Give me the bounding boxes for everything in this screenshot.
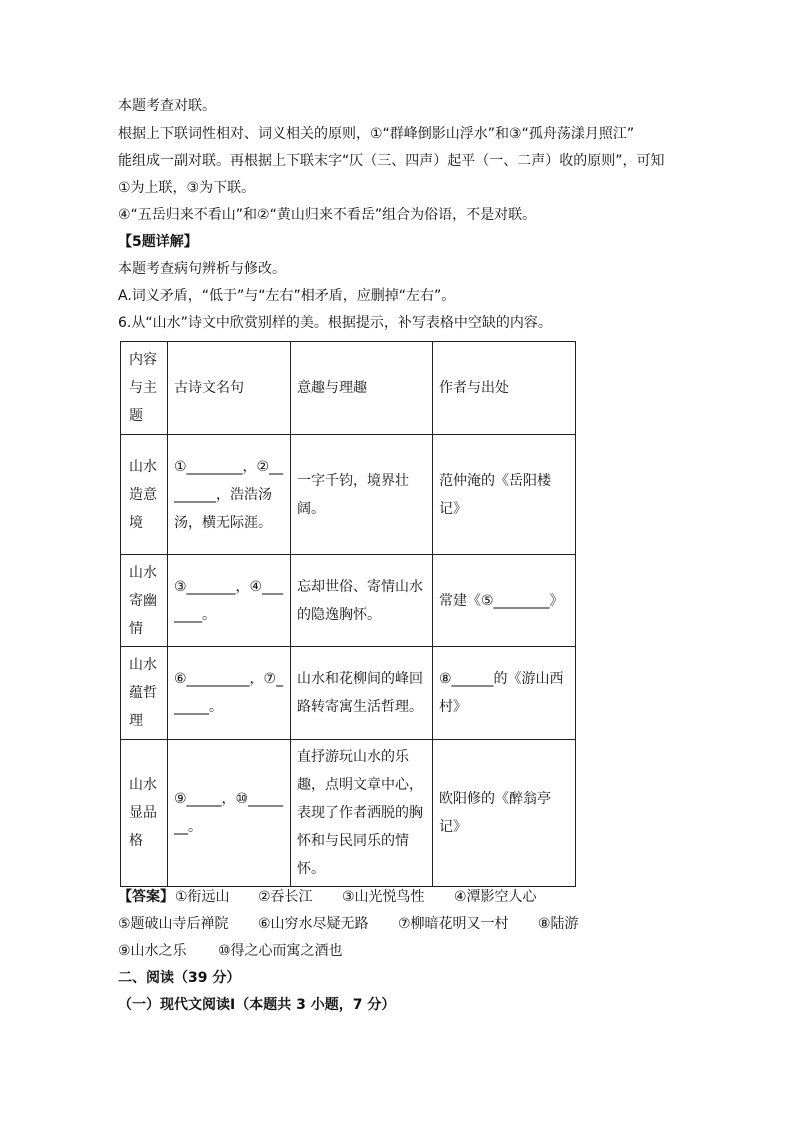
intro-line-2: 根据上下联词性相对、词义相关的原则，①“群峰倒影山浮水”和③“孤舟荡漾月照江”	[118, 126, 635, 142]
table-cell: 山水显品格	[121, 740, 168, 887]
table-cell: 欧阳修的《醉翁亭记》	[433, 740, 576, 887]
table-cell: 山水寄幽情	[121, 555, 168, 647]
header-cell: 内容与主题	[121, 342, 168, 435]
answer-item: ⑩得之心而寓之酒也	[218, 943, 343, 959]
table-cell: ③_______，④_______。	[168, 555, 291, 647]
q6-title: 6.从“山水”诗文中欣赏别样的美。根据提示，补写表格中空缺的内容。	[118, 315, 552, 331]
table-header-row	[121, 342, 576, 435]
table-row	[121, 647, 576, 740]
table-cell: 常建《⑤________》	[433, 555, 576, 647]
section-subtitle: （一）现代文阅读Ⅰ（本题共 3 小题，7 分）	[118, 997, 396, 1013]
section-title: 二、阅读（39 分）	[118, 970, 241, 986]
intro-line-5: ④“五岳归来不看山”和②“黄山归来不看岳”组合为俗语，不是对联。	[118, 207, 537, 223]
table-cell: 范仲淹的《岳阳楼记》	[433, 435, 576, 555]
answer-item: ③山光悦鸟性	[342, 889, 425, 905]
answer-item: ⑦柳暗花明又一村	[398, 916, 509, 932]
header-cell: 作者与出处	[433, 342, 576, 435]
table-cell: ⑥_________，⑦______。	[168, 647, 291, 740]
poem-table	[120, 341, 576, 887]
table-row	[121, 740, 576, 887]
intro-line-1: 本题考查对联。	[118, 98, 216, 114]
q5-line-2: A.词义矛盾，“低于”与“左右”相矛盾，应删掉“左右”。	[118, 288, 456, 304]
table-cell: ⑧______的《游山西村》	[433, 647, 576, 740]
table-cell: 山水和花柳间的峰回路转寄寓生活哲理。	[291, 647, 433, 740]
table-cell: 一字千钧，境界壮阔。	[291, 435, 433, 555]
intro-line-3: 能组成一副对联。再根据上下联末字“仄（三、四声）起平（一、二声）收的原则”，可知	[118, 153, 665, 169]
answer-item: ⑥山穷水尽疑无路	[258, 916, 369, 932]
table-cell: 忘却世俗、寄情山水的隐逸胸怀。	[291, 555, 433, 647]
q5-line-1: 本题考查病句辨析与修改。	[118, 261, 286, 277]
intro-line-4: ①为上联，③为下联。	[118, 180, 256, 196]
table-cell: ⑨_____，⑩_______。	[168, 740, 291, 887]
answer-item: ②吞长江	[258, 889, 313, 905]
header-cell: 古诗文名句	[168, 342, 291, 435]
table-cell: 直抒游玩山水的乐趣，点明文章中心，表现了作者洒脱的胸怀和与民同乐的情怀。	[291, 740, 433, 887]
answer-item: ⑧陆游	[538, 916, 579, 932]
answer-label: 【答案】	[118, 889, 174, 905]
table-cell: 山水造意境	[121, 435, 168, 555]
table-row	[121, 435, 576, 555]
answer-item: ⑨山水之乐	[118, 943, 187, 959]
answer-item: ④潭影空人心	[454, 889, 537, 905]
table-cell: 山水蕴哲理	[121, 647, 168, 740]
table-row	[121, 555, 576, 647]
answer-item: ⑤题破山寺后禅院	[118, 916, 229, 932]
table-cell: ①________，②________，浩浩汤汤，横无际涯。	[168, 435, 291, 555]
answer-item: ①衔远山	[175, 889, 230, 905]
header-cell: 意趣与理趣	[291, 342, 433, 435]
q5-title: 【5题详解】	[118, 234, 198, 250]
